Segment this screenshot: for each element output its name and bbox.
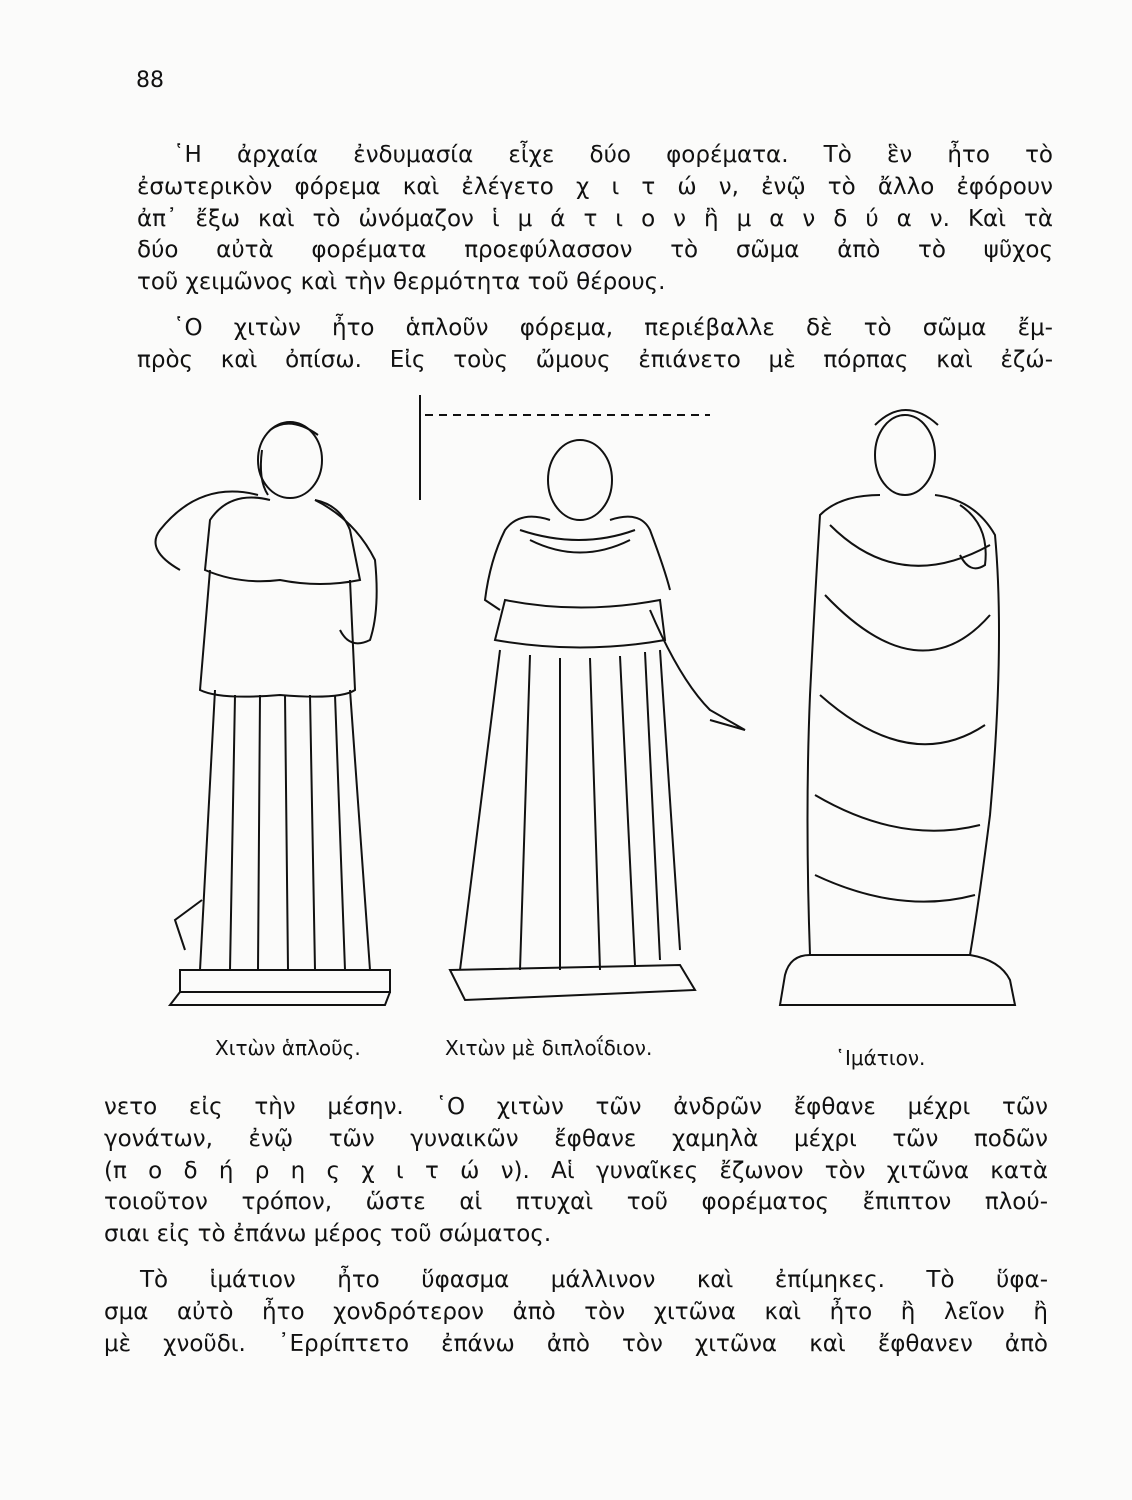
text-line: σιαι εἰς τὸ ἐπάνω μέρος τοῦ σώματος.: [104, 1221, 552, 1248]
text-line: ἐσωτερικὸν φόρεμα καὶ ἐλέγετο χ ι τ ώ ν, ἐνῷ τὸ ἄλλο ἐφόρουν: [137, 173, 1053, 200]
text-line: τοιοῦτον τρόπον, ὥστε αἱ πτυχαὶ τοῦ φορέματος ἔπιπτον πλού-: [104, 1189, 1048, 1216]
page-number: 88: [136, 68, 164, 93]
text-line: ῾Η ἀρχαία ἐνδυμασία εἶχε δύο φορέματα. Τὸ ἓν ἦτο τὸ: [173, 142, 1053, 168]
text-line: πρὸς καὶ ὀπίσω. Εἰς τοὺς ὤμους ἐπιάνετο μὲ πόρπας καὶ ἐζώ-: [137, 346, 1053, 373]
text-line: ἀπ᾽ ἔξω καὶ τὸ ὠνόμαζον ἱ μ ά τ ι ο ν ἢ μ α ν δ ύ α ν. Καὶ τὰ: [137, 205, 1053, 232]
text-line: τοῦ χειμῶνος καὶ τὴν θερμότητα τοῦ θέρους.: [137, 269, 666, 296]
statue-chiton-diploidion-icon: [410, 390, 760, 1020]
figure-caption: Χιτὼν ἁπλοῦς.: [215, 1036, 361, 1060]
text-line: σμα αὐτὸ ἦτο χονδρότερον ἀπὸ τὸν χιτῶνα καὶ ἦτο ἢ λεῖον ἢ: [104, 1298, 1048, 1325]
text-line: γονάτων, ἐνῷ τῶν γυναικῶν ἔφθανε χαμηλὰ μέχρι τῶν ποδῶν: [104, 1125, 1048, 1152]
statue-himation-icon: [770, 395, 1030, 1020]
text-line: Τὸ ἱμάτιον ἦτο ὕφασμα μάλλινον καὶ ἐπίμηκες. Τὸ ὕφα-: [140, 1266, 1048, 1293]
text-line: (π ο δ ή ρ η ς χ ι τ ώ ν). Αἱ γυναῖκες ἔζωνον τὸν χιτῶνα κατὰ: [104, 1157, 1048, 1184]
bottom-text: [104, 1092, 1048, 1360]
text-line: δύο αὐτὰ φορέματα προεφύλασσον τὸ σῶμα ἀπὸ τὸ ψῦχος: [137, 237, 1053, 264]
text-line: μὲ χνοῦδι. ᾿Ερρίπτετο ἐπάνω ἀπὸ τὸν χιτῶνα καὶ ἔφθανεν ἀπὸ: [104, 1330, 1048, 1357]
text-line: νετο εἰς τὴν μέσην. ῾Ο χιτὼν τῶν ἀνδρῶν ἔφθανε μέχρι τῶν: [104, 1094, 1048, 1120]
figure-caption: ῾Ιμάτιον.: [835, 1046, 926, 1070]
figure-caption: Χιτὼν μὲ διπλοΐδιον.: [445, 1036, 653, 1060]
statue-simple-chiton-icon: [140, 410, 400, 1020]
text-line: ῾Ο χιτὼν ἦτο ἁπλοῦν φόρεμα, περιέβαλλε δὲ τὸ σῶμα ἔμ-: [173, 314, 1053, 341]
top-text: [137, 140, 1053, 377]
